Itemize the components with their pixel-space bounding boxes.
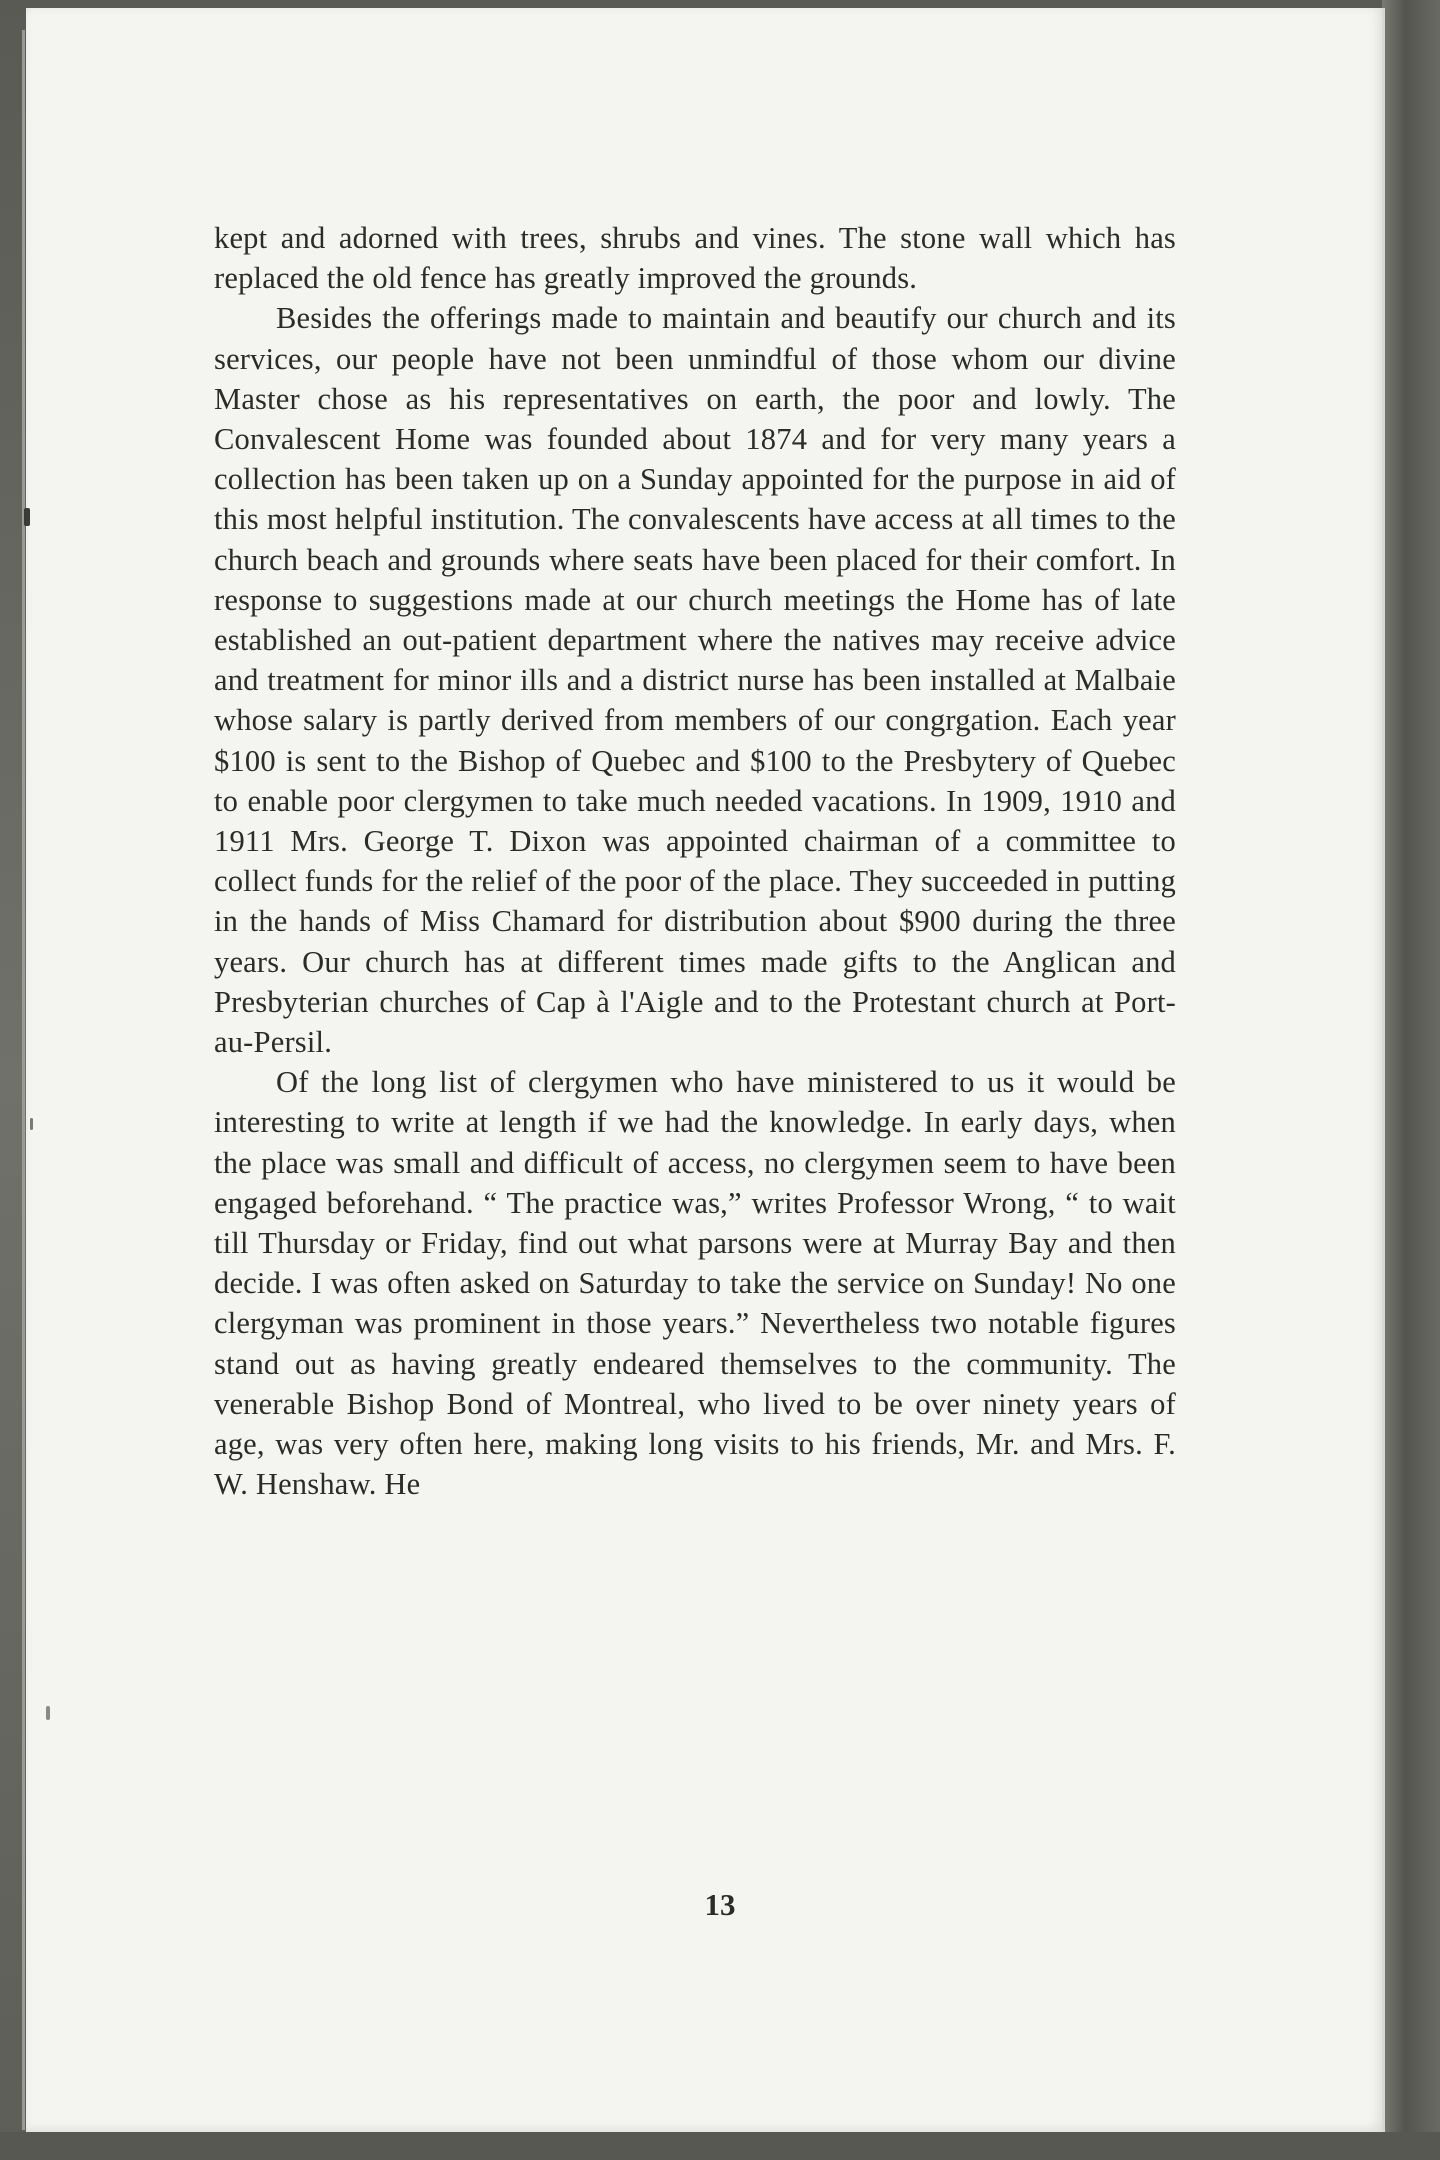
paragraph-clergymen: Of the long list of clergymen who have ministered to us it would be interesting to write at length if we had the knowledge. In early days, when the place was small and difficult of access, no clergymen seem to have been engaged beforehand. “ The practice was,” writes Professor Wrong, “ to wait till Thursday or Friday, find out what parsons were at Murray Bay and then decide. I was often asked on Saturday to take the service on Sunday! No one clergyman was prominent in those years.” Nevertheless two notable figures stand out as having greatly endeared themselves to the community. The venerable Bishop Bond of Montreal, who lived to be over ninety years of age, was very often here, making long visits to his friends, Mr. and Mrs. F. W. Henshaw. He — [214, 1065, 1176, 1502]
page-number: 13 — [704, 1887, 736, 1922]
book-edge-right — [1382, 0, 1440, 2160]
scan-speck — [46, 1706, 50, 1720]
binding-gutter — [22, 30, 25, 2130]
paragraph-offerings: Besides the offerings made to maintain and beautify our church and its services, our people have not been unmindful of those whom our divine Master chose as his representatives on earth, the poor and lowly. The Convalescent Home was founded about 1874 and for very many years a collection has been taken up on a Sunday appointed for the purpose in aid of this most helpful institution. The convalescents have access at all times to the church beach and grounds where seats have been placed for their comfort. In response to suggestions made at our church meetings the Home has of late established an out-patient department where the natives may receive advice and treatment for minor ills and a district nurse has been installed at Malbaie whose salary is partly derived from members of our congrgation. Each year $100 is sent to the Bishop of Quebec and $100 to the Presbytery of Quebec to enable poor clergymen to take much needed vacations. In 1909, 1910 and 1911 Mrs. George T. Dixon was appointed chairman of a committee to collect funds for the relief of the poor of the place. They succeeded in putting in the hands of Miss Chamard for distribution about $900 during the three years. Our church has at different times made gifts to the Anglican and Presbyterian churches of Cap à l'Aigle and to the Protestant church at Port-au-Persil. — [214, 301, 1176, 1060]
body-text — [214, 218, 1176, 1505]
scan-speck — [30, 1118, 33, 1130]
paragraph-continuation: kept and adorned with trees, shrubs and vines. The stone wall which has replaced the old fence has greatly improved the grounds. — [214, 221, 1176, 296]
scan-speck — [24, 508, 30, 526]
book-edge-bottom — [0, 2132, 1440, 2160]
